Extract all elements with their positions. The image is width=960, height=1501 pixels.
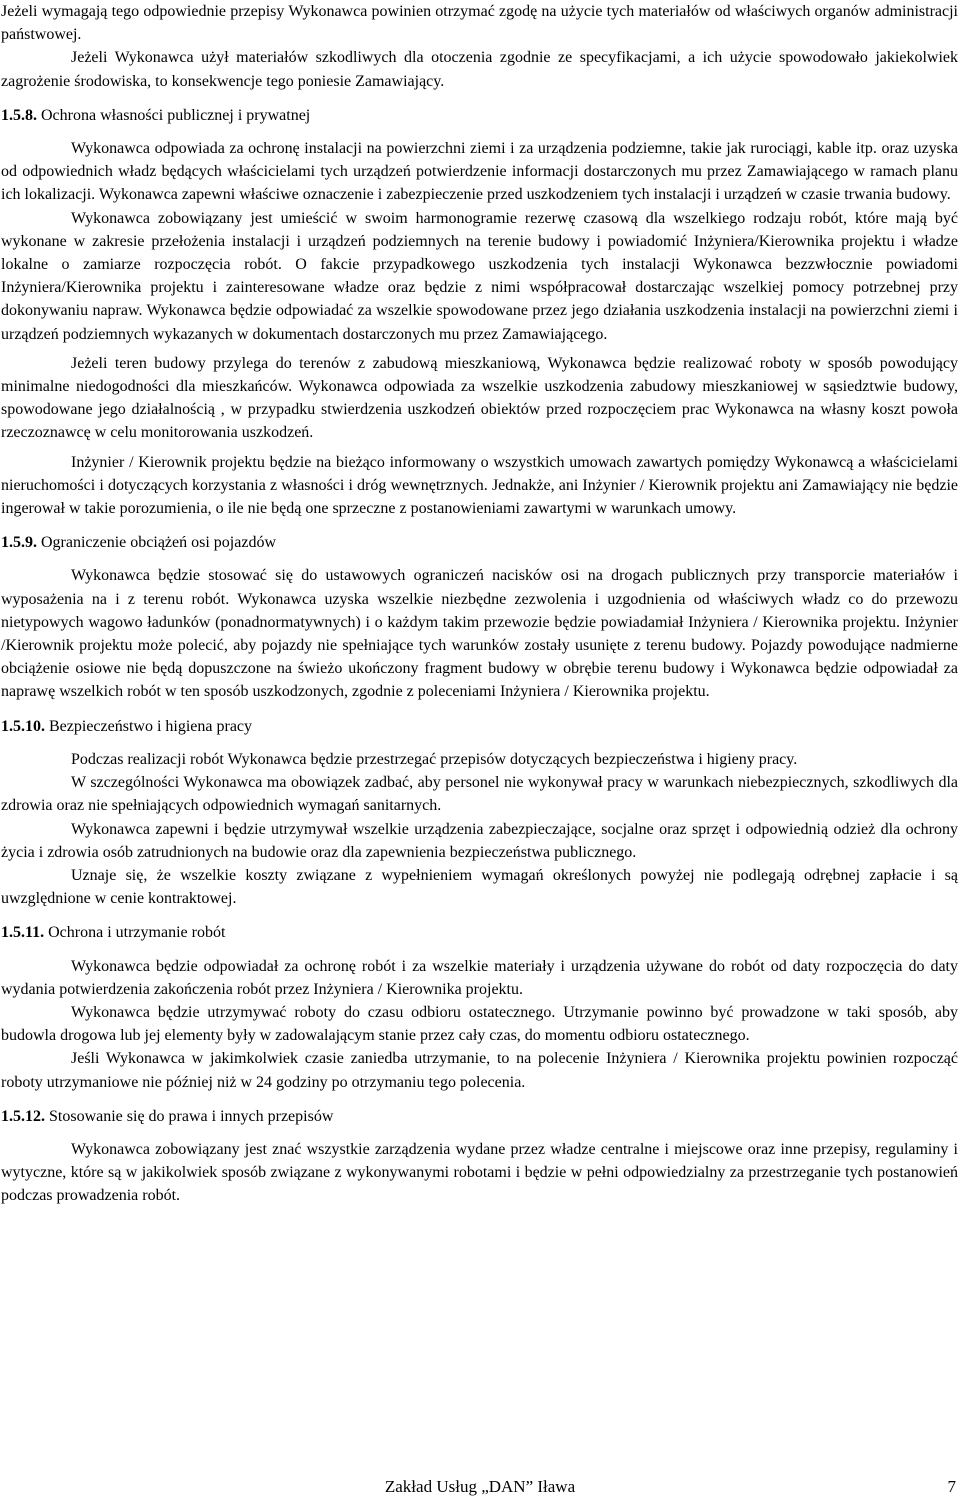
section-number: 1.5.10.	[1, 717, 45, 735]
section-heading-1-5-8	[1, 104, 958, 127]
section-heading-1-5-12	[1, 1105, 958, 1128]
section-title: Ochrona i utrzymanie robót	[48, 924, 226, 942]
section-title: Ochrona własności publicznej i prywatnej	[41, 106, 311, 124]
section-heading-1-5-11	[1, 921, 958, 944]
page-number: 7	[947, 1477, 956, 1496]
section-1-5-8-paragraph-4: Inżynier / Kierownik projektu będzie na bieżąco informowany o wszystkich umowach zawartych pomiędzy Wykonawcą a właścicielami nieruchomości i dotyczących korzystania z własności i dróg wewnętrznych. Jednakże, ani Inżynier / Kierownik projektu ani Zamawiający nie będzie ingerował w takie porozumienia, o ile nie będą one sprzeczne z postanowieniami zawartymi w warunkach umowy.	[1, 453, 958, 518]
section-1-5-8-paragraph-2: Wykonawca zobowiązany jest umieścić w swoim harmonogramie rezerwę czasową dla wszelkiego rodzaju robót, które mają być wykonane w zakresie przełożenia instalacji i urządzeń podziemnych na terenie budowy i powiadomić Inżyniera/Kierownika projektu i władze lokalne o zamiarze rozpoczęcia robót. O fakcie przypadkowego uszkodzenia tych instalacji Wykonawca bezzwłocznie powiadomi Inżyniera/Kierownika projektu i zainteresowane władze oraz będzie z nimi współpracował dostarczając wszelkiej pomocy potrzebnej przy dokonywaniu napraw. Wykonawca będzie odpowiadać za wszelkie spowodowane przez jego działania uszkodzenia instalacji na powierzchni ziemi i urządzeń podziemnych wykazanych w dokumentach dostarczonych mu przez Zamawiającego.	[1, 209, 958, 343]
page-footer	[0, 1476, 960, 1498]
section-number: 1.5.9.	[1, 534, 37, 552]
section-title: Bezpieczeństwo i higiena pracy	[49, 717, 253, 735]
section-heading-1-5-9	[1, 531, 958, 554]
section-1-5-9-paragraph-1: Wykonawca będzie stosować się do ustawowych ograniczeń nacisków osi na drogach publicznych przy transporcie materiałów i wyposażenia na i z terenu robót. Wykonawca uzyska wszelkie niezbędne zezwolenia i uzgodnienia od właściwych władz co do przewozu nietypowych wagowo ładunków (ponadnormatywnych) i o każdym takim przewozie będzie powiadamiał Inżyniera / Kierownika projektu. Inżynier /Kierownik projektu może polecić, aby pojazdy nie spełniające tych warunków zostały usunięte z terenu budowy. Pojazdy powodujące nadmierne obciążenie osiowe nie będą dopuszczone na świeżo ukończony fragment budowy w obrębie terenu budowy i Wykonawca będzie odpowiadał za naprawę wszelkich robót w ten sposób uszkodzonych, zgodnie z poleceniami Inżyniera / Kierownika projektu.	[1, 567, 958, 701]
section-1-5-8-paragraph-1: Wykonawca odpowiada za ochronę instalacji na powierzchni ziemi i za urządzenia podziemne, takie jak rurociągi, kable itp. oraz uzyska od odpowiednich władz będących właścicielami tych urządzeń potwierdzenie informacji dostarczonych mu przez Zamawiającego w ramach planu ich lokalizacji. Wykonawca zapewni właściwe oznaczenie i zabezpieczenie przed uszkodzeniem tych instalacji i urządzeń w czasie trwania budowy.	[1, 140, 958, 204]
section-number: 1.5.11.	[1, 924, 45, 942]
footer-company: Zakład Usług „DAN” Iława	[384, 1477, 576, 1496]
section-number: 1.5.12.	[1, 1107, 45, 1125]
section-1-5-8-paragraph-3: Jeżeli teren budowy przylega do terenów z zabudową mieszkaniową, Wykonawca będzie realizować roboty w sposób powodujący minimalne niedogodności dla mieszkańców. Wykonawca odpowiada za wszelkie uszkodzenia zabudowy mieszkaniowej w sąsiedztwie budowy, spowodowane jego działalnością , w przypadku stwierdzenia uszkodzeń obiektów przed rozpoczęciem prac Wykonawca na własny koszt powoła rzeczoznawcę w celu monitorowania uszkodzeń.	[1, 354, 958, 442]
section-1-5-12-paragraph-1: Wykonawca zobowiązany jest znać wszystkie zarządzenia wydane przez władze centralne i miejscowe oraz inne przepisy, regulaminy i wytyczne, które są w jakikolwiek sposób związane z wykonywanymi robotami i będzie w pełni odpowiedzialny za przestrzeganie tych postanowień podczas prowadzenia robót.	[1, 1140, 958, 1205]
section-1-5-11-paragraph-2: Wykonawca będzie utrzymywać roboty do czasu odbioru ostatecznego. Utrzymanie powinno być prowadzone w taki sposób, aby budowla drogowa lub jej elementy były w zadowalającym stanie przez cały czas, do momentu odbioru ostatecznego.	[1, 1003, 958, 1045]
section-1-5-10-paragraph-4: Uznaje się, że wszelkie koszty związane z wypełnieniem wymagań określonych powyżej nie podlegają odrębnej zapłacie i są uwzględnione w cenie kontraktowej.	[1, 866, 958, 908]
section-number: 1.5.8.	[1, 106, 37, 124]
section-1-5-10-paragraph-1: Podczas realizacji robót Wykonawca będzie przestrzegać przepisów dotyczących bezpieczeństwa i higieny pracy.	[71, 750, 798, 768]
section-heading-1-5-10	[1, 715, 958, 738]
section-1-5-10-paragraph-3: Wykonawca zapewni i będzie utrzymywał wszelkie urządzenia zabezpieczające, socjalne oraz sprzęt i odpowiednią odzież dla ochrony życia i zdrowia osób zatrudnionych na budowie oraz dla zapewnienia bezpieczeństwa publicznego.	[1, 820, 958, 861]
section-1-5-11-paragraph-3: Jeśli Wykonawca w jakimkolwiek czasie zaniedba utrzymanie, to na polecenie Inżyniera / Kierownika projektu powinien rozpocząć roboty utrzymaniowe nie później niż w 24 godziny po otrzymaniu tego polecenia.	[1, 1050, 958, 1091]
section-title: Stosowanie się do prawa i innych przepisów	[49, 1107, 334, 1125]
section-title: Ograniczenie obciążeń osi pojazdów	[41, 534, 277, 552]
intro-paragraph-1: Jeżeli wymagają tego odpowiednie przepisy Wykonawca powinien otrzymać zgodę na użycie tych materiałów od właściwych organów administracji państwowej.	[1, 3, 958, 44]
intro-paragraph-2: Jeżeli Wykonawca użył materiałów szkodliwych dla otoczenia zgodnie ze specyfikacjami, a ich użycie spowodowało jakiekolwiek zagrożenie środowiska, to konsekwencje tego poniesie Zamawiający.	[1, 49, 958, 90]
section-1-5-11-paragraph-1: Wykonawca będzie odpowiadał za ochronę robót i za wszelkie materiały i urządzenia używane do robót od daty rozpoczęcia do daty wydania potwierdzenia zakończenia robót przez Inżyniera / Kierownika projektu.	[1, 957, 958, 998]
section-1-5-10-paragraph-2: W szczególności Wykonawca ma obowiązek zadbać, aby personel nie wykonywał pracy w warunkach niebezpiecznych, szkodliwych dla zdrowia oraz nie spełniających odpowiednich wymagań sanitarnych.	[1, 774, 958, 815]
